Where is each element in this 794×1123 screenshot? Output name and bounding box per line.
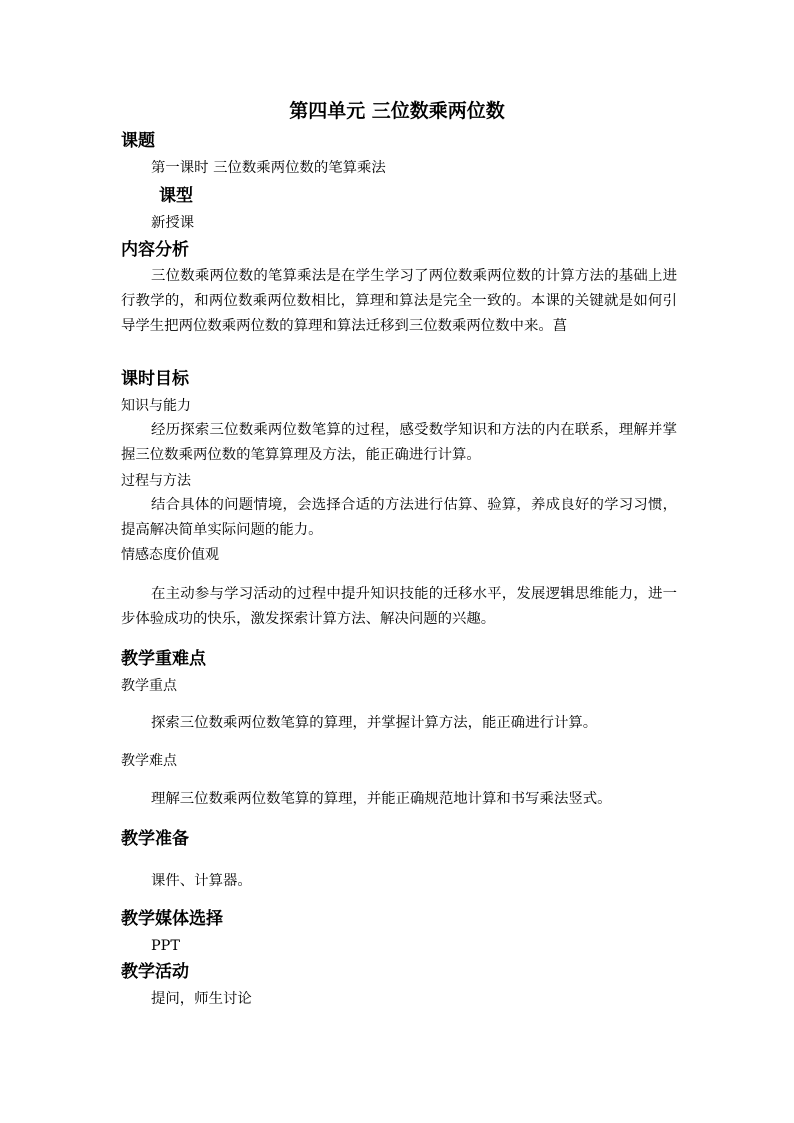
key-difficulty-label: 教学难点 bbox=[121, 753, 177, 769]
objective-emotion-text: 在主动参与学习活动的过程中提升知识技能的迁移水平，发展逻辑思维能力，进一步体验成功的快乐，激发探索计算方法、解决问题的兴趣。 bbox=[121, 586, 677, 627]
document-title: 第四单元 三位数乘两位数 bbox=[289, 100, 505, 122]
objective-process-label: 过程与方法 bbox=[121, 473, 191, 489]
objective-knowledge-label: 知识与能力 bbox=[121, 398, 191, 414]
media-text: PPT bbox=[151, 938, 180, 954]
heading-preparation: 教学准备 bbox=[121, 829, 189, 849]
heading-objectives: 课时目标 bbox=[121, 369, 189, 389]
heading-content-analysis: 内容分析 bbox=[121, 240, 189, 260]
key-focus-text: 探索三位数乘两位数笔算的算理，并掌握计算方法，能正确进行计算。 bbox=[151, 715, 598, 731]
objective-process-text: 结合具体的问题情境，会选择合适的方法进行估算、验算，养成良好的学习习惯，提高解决简单实际问题的能力。 bbox=[121, 497, 677, 538]
heading-key-points: 教学重难点 bbox=[121, 649, 206, 669]
content-analysis-text: 三位数乘两位数的笔算乘法是在学生学习了两位数乘两位数的计算方法的基础上进行教学的，和两位数乘两位数相比，算理和算法是完全一致的。本课的关键就是如何引导学生把两位数乘两位数的算理和算法迁移到三位数乘两位数中来。菖 bbox=[121, 268, 677, 334]
heading-activities: 教学活动 bbox=[121, 962, 189, 982]
heading-topic: 课题 bbox=[121, 131, 155, 151]
preparation-text: 课件、计算器。 bbox=[151, 873, 252, 889]
objective-knowledge-text: 经历探索三位数乘两位数笔算的过程，感受数学知识和方法的内在联系，理解并掌握三位数乘两位数的笔算算理及方法，能正确进行计算。 bbox=[121, 422, 677, 463]
key-difficulty-text: 理解三位数乘两位数笔算的算理，并能正确规范地计算和书写乘法竖式。 bbox=[151, 791, 612, 807]
topic-text: 第一课时 三位数乘两位数的笔算乘法 bbox=[151, 160, 386, 176]
activities-text: 提问，师生讨论 bbox=[151, 991, 252, 1007]
heading-media: 教学媒体选择 bbox=[121, 909, 223, 929]
lesson-type-text: 新授课 bbox=[151, 215, 195, 231]
key-focus-label: 教学重点 bbox=[121, 678, 177, 694]
objective-emotion-label: 情感态度价值观 bbox=[121, 547, 219, 563]
heading-lesson-type: 课型 bbox=[159, 186, 193, 206]
